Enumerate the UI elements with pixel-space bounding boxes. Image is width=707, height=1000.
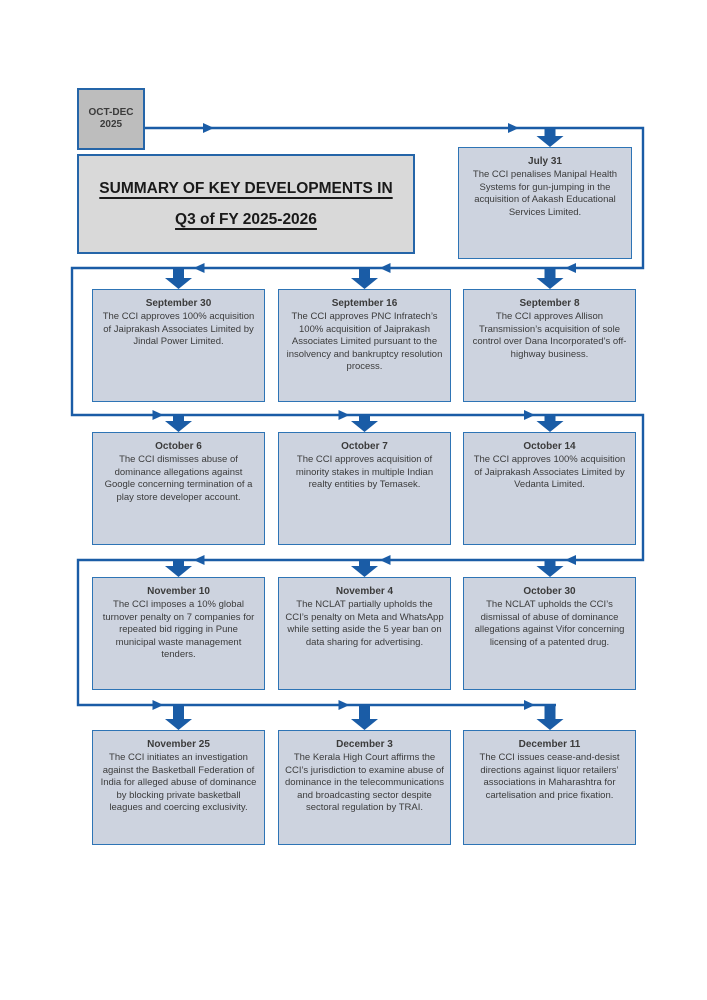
event-box (463, 577, 636, 690)
event-box (463, 432, 636, 545)
event-box (92, 577, 265, 690)
quarter-line1: OCT-DEC (88, 106, 134, 118)
event-date: September 8 (519, 298, 580, 309)
event-date: November 25 (147, 739, 210, 750)
event-box (92, 432, 265, 545)
title-line2: Q3 of FY 2025-2026 (175, 210, 317, 228)
event-date: November 4 (335, 586, 394, 597)
event-date: October 7 (341, 441, 388, 452)
event-date: December 3 (336, 739, 393, 750)
event-date: November 10 (147, 586, 210, 597)
event-date: July 31 (528, 156, 562, 167)
event-text: The Kerala High Court affirms the CCI’s jurisdiction to examine abuse of dominance in the telecommunications and broadcasting sector despite sectoral regulation by TRAI. (285, 752, 444, 814)
event-text: The CCI issues cease-and-desist directions against liquor retailers’ associations in Maharashtra for cartelisation and price fixation. (479, 752, 620, 801)
event-box (463, 730, 636, 845)
event-box (278, 432, 451, 545)
quarter-line2: 2025 (99, 119, 123, 130)
event-text: The CCI approves PNC Infratech’s 100% acquisition of Jaiprakash Associates Limited pursuant to the insolvency and bankruptcy resolution process. (286, 311, 443, 373)
event-box (278, 577, 451, 690)
title-box (77, 154, 415, 254)
event-date: October 14 (523, 441, 576, 452)
event-text: The CCI approves Allison Transmission’s acquisition of sole control over Dana Incorporated’s off-highway business. (472, 311, 627, 360)
event-date: October 6 (155, 441, 202, 452)
event-box (92, 730, 265, 845)
title-line1: SUMMARY OF KEY DEVELOPMENTS IN (99, 179, 393, 197)
event-text: The CCI initiates an investigation against the Basketball Federation of India for alleged abuse of dominance by blocking private basketball leagues and coercing exclusivity. (100, 752, 257, 814)
event-text: The CCI approves acquisition of minority stakes in multiple Indian realty entities by Temasek. (295, 454, 434, 491)
event-text: The CCI imposes a 10% global turnover penalty on 7 companies for repeated bid rigging in Pune municipal waste management tenders. (102, 599, 255, 661)
event-text: The NCLAT upholds the CCI’s dismissal of abuse of dominance allegations against Vifor concerning licensing of a patented drug. (474, 599, 625, 648)
event-text: The CCI approves 100% acquisition of Jaiprakash Associates Limited by Vedanta Limited. (473, 454, 626, 491)
event-box-july-31 (458, 147, 632, 259)
event-box (278, 730, 451, 845)
event-box (463, 289, 636, 402)
event-date: October 30 (523, 586, 576, 597)
event-text: The CCI penalises Manipal Health Systems for gun-jumping in the acquisition of Aakash Educational Services Limited. (472, 169, 618, 218)
event-date: September 16 (331, 298, 398, 309)
event-text: The CCI approves 100% acquisition of Jaiprakash Associates Limited by Jindal Power Limited. (102, 311, 255, 348)
event-text: The CCI dismisses abuse of dominance allegations against Google concerning termination of a play store developer account. (104, 454, 253, 503)
quarter-label-box (77, 88, 145, 150)
event-box (92, 289, 265, 402)
event-text: The NCLAT partially upholds the CCI’s penalty on Meta and WhatsApp while setting aside the 5 year ban on data sharing for advertising. (285, 599, 444, 648)
event-date: December 11 (518, 739, 581, 750)
event-box (278, 289, 451, 402)
event-date: September 30 (145, 298, 212, 309)
